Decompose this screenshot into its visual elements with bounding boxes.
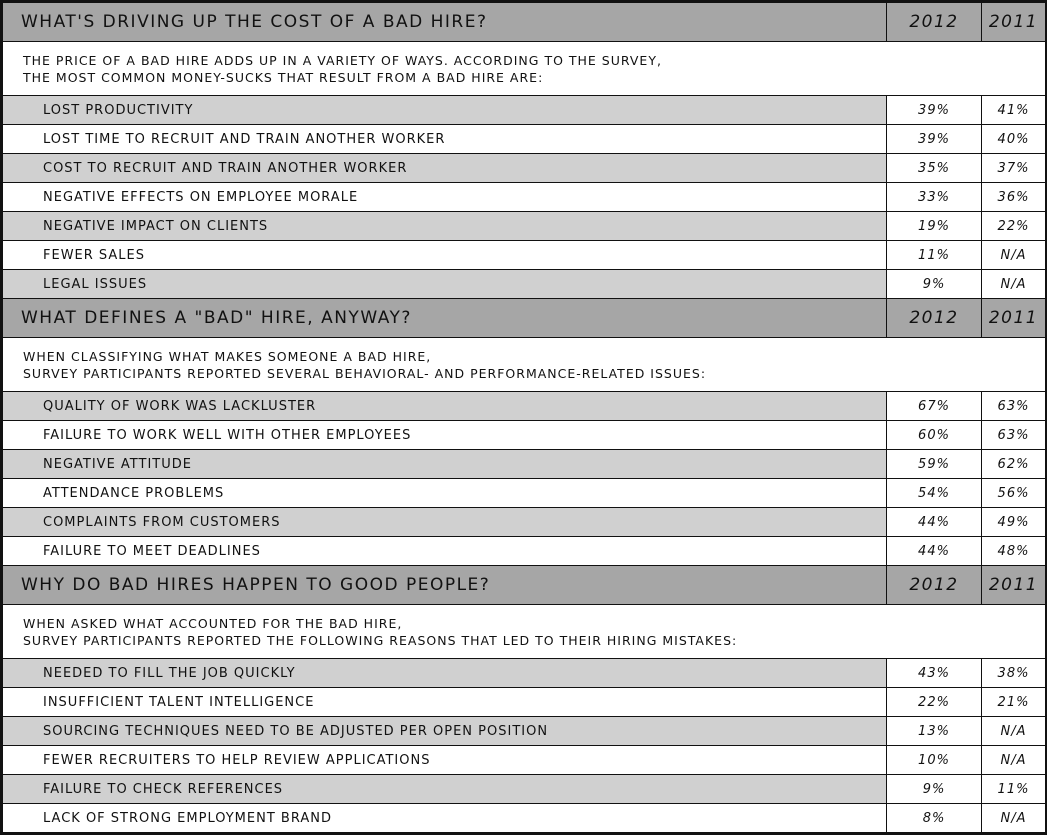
- table-row: [3, 508, 1046, 537]
- table-row: [3, 479, 1046, 508]
- value-2011: 37%: [982, 154, 1046, 183]
- section-intro-line: THE PRICE OF A BAD HIRE ADDS UP IN A VARIETY OF WAYS. ACCORDING TO THE SURVEY,: [23, 52, 662, 68]
- row-label: FEWER SALES: [3, 241, 887, 270]
- value-2011: 56%: [982, 479, 1046, 508]
- value-2011: 11%: [982, 775, 1046, 804]
- table-row: [3, 154, 1046, 183]
- column-header-2011: 2011: [982, 3, 1046, 42]
- row-label: NEGATIVE EFFECTS ON EMPLOYEE MORALE: [3, 183, 887, 212]
- value-2012: 13%: [887, 717, 982, 746]
- value-2012: 8%: [887, 804, 982, 833]
- table-row: [3, 450, 1046, 479]
- value-2012: 33%: [887, 183, 982, 212]
- table-row: [3, 804, 1046, 833]
- row-label: QUALITY OF WORK WAS LACKLUSTER: [3, 392, 887, 421]
- survey-table: [2, 2, 1046, 833]
- section-intro-row: [3, 42, 1046, 96]
- table-row: [3, 241, 1046, 270]
- column-header-2012: 2012: [887, 299, 982, 338]
- section-header: [3, 3, 1046, 42]
- table-row: [3, 421, 1046, 450]
- section-intro-line: WHEN CLASSIFYING WHAT MAKES SOMEONE A BAD HIRE,: [23, 348, 432, 364]
- value-2012: 59%: [887, 450, 982, 479]
- section-intro-line: SURVEY PARTICIPANTS REPORTED SEVERAL BEHAVIORAL- AND PERFORMANCE-RELATED ISSUES:: [23, 365, 707, 381]
- value-2012: 39%: [887, 125, 982, 154]
- row-label: NEGATIVE IMPACT ON CLIENTS: [3, 212, 887, 241]
- section-intro-line: THE MOST COMMON MONEY-SUCKS THAT RESULT FROM A BAD HIRE ARE:: [23, 69, 544, 85]
- value-2011: 22%: [982, 212, 1046, 241]
- value-2011: N/A: [982, 717, 1046, 746]
- table-row: [3, 212, 1046, 241]
- table-row: [3, 746, 1046, 775]
- row-label: COST TO RECRUIT AND TRAIN ANOTHER WORKER: [3, 154, 887, 183]
- value-2011: N/A: [982, 270, 1046, 299]
- column-header-2012: 2012: [887, 3, 982, 42]
- value-2011: 36%: [982, 183, 1046, 212]
- value-2011: N/A: [982, 746, 1046, 775]
- value-2011: 38%: [982, 659, 1046, 688]
- row-label: LEGAL ISSUES: [3, 270, 887, 299]
- section-intro-line: WHEN ASKED WHAT ACCOUNTED FOR THE BAD HIRE,: [23, 615, 403, 631]
- section-title: WHAT'S DRIVING UP THE COST OF A BAD HIRE?: [3, 3, 887, 42]
- value-2012: 44%: [887, 508, 982, 537]
- row-label: FAILURE TO CHECK REFERENCES: [3, 775, 887, 804]
- table-row: [3, 688, 1046, 717]
- row-label: LOST PRODUCTIVITY: [3, 96, 887, 125]
- column-header-2011: 2011: [982, 299, 1046, 338]
- table-row: [3, 537, 1046, 566]
- value-2012: 44%: [887, 537, 982, 566]
- value-2012: 67%: [887, 392, 982, 421]
- table-row: [3, 125, 1046, 154]
- section-intro-line: SURVEY PARTICIPANTS REPORTED THE FOLLOWING REASONS THAT LED TO THEIR HIRING MISTAKES:: [23, 632, 738, 648]
- row-label: FAILURE TO MEET DEADLINES: [3, 537, 887, 566]
- value-2012: 11%: [887, 241, 982, 270]
- value-2012: 22%: [887, 688, 982, 717]
- section-intro-row: [3, 605, 1046, 659]
- value-2012: 19%: [887, 212, 982, 241]
- table-row: [3, 659, 1046, 688]
- value-2012: 43%: [887, 659, 982, 688]
- section-intro: [3, 605, 1046, 659]
- value-2011: 49%: [982, 508, 1046, 537]
- section-header: [3, 299, 1046, 338]
- column-header-2011: 2011: [982, 566, 1046, 605]
- value-2011: 63%: [982, 421, 1046, 450]
- row-label: FAILURE TO WORK WELL WITH OTHER EMPLOYEES: [3, 421, 887, 450]
- value-2011: 41%: [982, 96, 1046, 125]
- table-row: [3, 717, 1046, 746]
- value-2012: 9%: [887, 775, 982, 804]
- row-label: ATTENDANCE PROBLEMS: [3, 479, 887, 508]
- value-2012: 35%: [887, 154, 982, 183]
- value-2011: 62%: [982, 450, 1046, 479]
- value-2012: 10%: [887, 746, 982, 775]
- row-label: INSUFFICIENT TALENT INTELLIGENCE: [3, 688, 887, 717]
- value-2012: 54%: [887, 479, 982, 508]
- value-2011: N/A: [982, 804, 1046, 833]
- row-label: SOURCING TECHNIQUES NEED TO BE ADJUSTED PER OPEN POSITION: [3, 717, 887, 746]
- value-2012: 39%: [887, 96, 982, 125]
- value-2012: 60%: [887, 421, 982, 450]
- value-2011: 48%: [982, 537, 1046, 566]
- table-row: [3, 270, 1046, 299]
- section-title: WHY DO BAD HIRES HAPPEN TO GOOD PEOPLE?: [3, 566, 887, 605]
- row-label: FEWER RECRUITERS TO HELP REVIEW APPLICATIONS: [3, 746, 887, 775]
- row-label: LOST TIME TO RECRUIT AND TRAIN ANOTHER WORKER: [3, 125, 887, 154]
- row-label: COMPLAINTS FROM CUSTOMERS: [3, 508, 887, 537]
- table-row: [3, 96, 1046, 125]
- table-row: [3, 183, 1046, 212]
- section-intro: [3, 42, 1046, 96]
- section-header: [3, 566, 1046, 605]
- row-label: NEEDED TO FILL THE JOB QUICKLY: [3, 659, 887, 688]
- value-2011: 40%: [982, 125, 1046, 154]
- row-label: LACK OF STRONG EMPLOYMENT BRAND: [3, 804, 887, 833]
- column-header-2012: 2012: [887, 566, 982, 605]
- value-2012: 9%: [887, 270, 982, 299]
- section-intro: [3, 338, 1046, 392]
- table-row: [3, 392, 1046, 421]
- table-row: [3, 775, 1046, 804]
- section-title: WHAT DEFINES A "BAD" HIRE, ANYWAY?: [3, 299, 887, 338]
- value-2011: 63%: [982, 392, 1046, 421]
- section-intro-row: [3, 338, 1046, 392]
- value-2011: N/A: [982, 241, 1046, 270]
- row-label: NEGATIVE ATTITUDE: [3, 450, 887, 479]
- survey-table-body: [3, 3, 1046, 833]
- value-2011: 21%: [982, 688, 1046, 717]
